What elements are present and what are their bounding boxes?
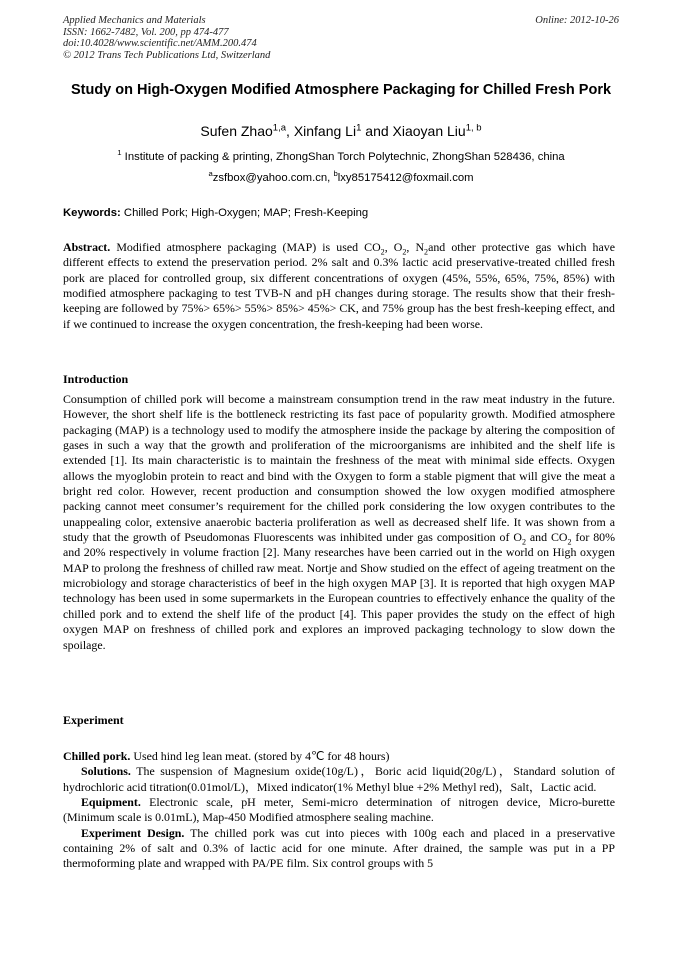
keywords-label: Keywords: [63,207,121,219]
author-separator: , [286,123,294,139]
affiliation-text: Institute of packing & printing, ZhongShan Torch Polytechnic, ZhongShan 528436, china [121,151,565,163]
paragraph-text: Electronic scale, pH meter, Semi-micro determination of nitrogen device, Micro-burette (Minimum scale is 0.01mL), Map-450 Modified atmosphere sealing machine. [63,795,615,825]
email-address: zsfbox@yahoo.com.cn, [212,172,334,184]
keywords-text: Chilled Pork; High-Oxygen; MAP; Fresh-Keeping [120,207,369,219]
subscript: 2 [424,247,429,257]
author-affiliation-mark: 1,a [272,122,287,134]
section-heading-introduction: Introduction [63,372,129,386]
subscript: 2 [521,537,526,547]
subscript: 2 [567,537,572,547]
issn-line: ISSN: 1662-7482, Vol. 200, pp 474-477 [63,26,229,38]
paper-title: Study on High-Oxygen Modified Atmosphere Packaging for Chilled Fresh Pork [70,82,612,98]
email-mark: a [208,169,213,179]
section-heading-experiment: Experiment [63,713,124,727]
introduction-text: and CO [525,530,568,545]
journal-name: Applied Mechanics and Materials [63,15,206,26]
running-header [63,15,619,61]
copyright-line: © 2012 Trans Tech Publications Ltd, Switzerland [63,49,271,61]
introduction-paragraph [63,392,615,653]
keywords [63,206,619,220]
paragraph-chilled-pork [63,749,615,764]
abstract [63,240,615,332]
abstract-text: Modified atmosphere packaging (MAP) is used CO [110,240,381,254]
paragraph-text: The suspension of Magnesium oxide(10g/L)，Boric acid liquid(20g/L)，Standard solution of hydrochloric acid titration(0.01mol/L)，Mixed indicator(1% Methyl blue +2% Methyl red)，Salt，Lactic acid. [63,764,615,794]
doi-line: doi:10.4028/www.scientific.net/AMM.200.474 [63,38,257,49]
affiliation-mark: 1 [117,148,122,158]
introduction-text: for 80% and 20% respectively in volume fraction [2]. Many researches have been carried out in the world on High oxygen MAP to prolong the freshness of chilled raw meat. Nortje and Show studied on the effect of ageing treatment on the microbiology and storage characteristics of beef in the high oxygen MAP [3]. It is reported that high oxygen MAP technology has been used in some supermarkets in the European countries to effectively enhance the quality of the chilled pork and to extend the shelf life of the product [4]. This paper provides the study on the effect of high oxygen MAP on freshness of chilled pork and explores an improved packaging technology to slow down the spoilage. [63,530,615,652]
affiliation [63,150,619,164]
abstract-text: , O [384,240,403,254]
abstract-text: , N [406,240,425,254]
author-list [63,123,619,140]
author-affiliation-mark: 1, b [465,122,482,134]
author-name: Xinfang Li [293,123,357,139]
paragraph-text: The chilled pork was cut into pieces with 100g each and placed in a preservative containing 2% of salt and 0.3% of lactic acid for one minute. After drained, the sample was put in a PP thermoforming plate and wrapped with PA/PE film. Six control groups with 5 [63,825,616,871]
email-address: lxy85175412@foxmail.com [337,172,474,184]
paragraph-experiment-design [63,826,615,872]
run-in-heading: Chilled pork. [63,749,131,763]
paragraph-equipment [63,795,615,826]
author-affiliation-mark: 1 [356,122,362,134]
abstract-text: and other protective gas which have different effects to extend the preservation period. 2% salt and 0.3% lactic acid preservative-treated chilled fresh pork are placed for controlled group, six different concentrations of oxygen (45%, 55%, 65%, 75%, 85%) with modified atmosphere packaging to test TVB-N and pH changes during storage. The results show that their fresh-keeping are followed by 75%> 65%> 55%> 85%> 45%> CK, and 75% group has the best fresh-keeping effect, and if we continued to increase the oxygen concentration, the fresh-keeping had been worse. [63,240,615,331]
experiment-section [63,749,615,872]
email-mark: b [333,169,338,179]
author-emails [63,171,619,185]
author-name: Sufen Zhao [200,123,273,139]
subscript: 2 [380,247,385,257]
abstract-label: Abstract. [63,240,111,254]
online-date: Online: 2012-10-26 [535,15,619,26]
author-separator: and [361,123,393,139]
paragraph-solutions [63,764,615,795]
author-name: Xiaoyan Liu [392,123,466,139]
run-in-heading: Solutions. [81,764,131,779]
run-in-heading: Experiment Design. [81,825,185,840]
run-in-heading: Equipment. [81,795,141,810]
subscript: 2 [402,247,407,257]
paragraph-text: Used hind leg lean meat. (stored by 4℃ for 48 hours) [130,749,390,763]
introduction-text: Consumption of chilled pork will become a mainstream consumption trend in the raw meat industry in the future. However, the short shelf life is the bottleneck restricting its fast pace of popularity growth. Modified atmosphere packaging (MAP) is a technology used to modify the atmosphere inside the package by altering the composition of gases in such a way that the growth and proliferation of the microorganisms are inhibited and the shelf life is extended [1]. Its main characteristic is to maintain the freshness of the meat with minimal side effects. Oxygen allows the myoglobin protein to react and bind with the Oxygen to form a stable pigment that will give the meat a bright red color. However, recent production and consumption showed the low oxygen modified atmosphere packing cannot meet consumer’s requirement for the chilled pork considering the low oxygen contributes to the unappealing color, extensive anaerobic bacteria proliferation as well as decreased shelf life. It was shown from a study that the growth of Pseudomonas Fluorescents was inhibited under gas composition of O [63,392,615,545]
